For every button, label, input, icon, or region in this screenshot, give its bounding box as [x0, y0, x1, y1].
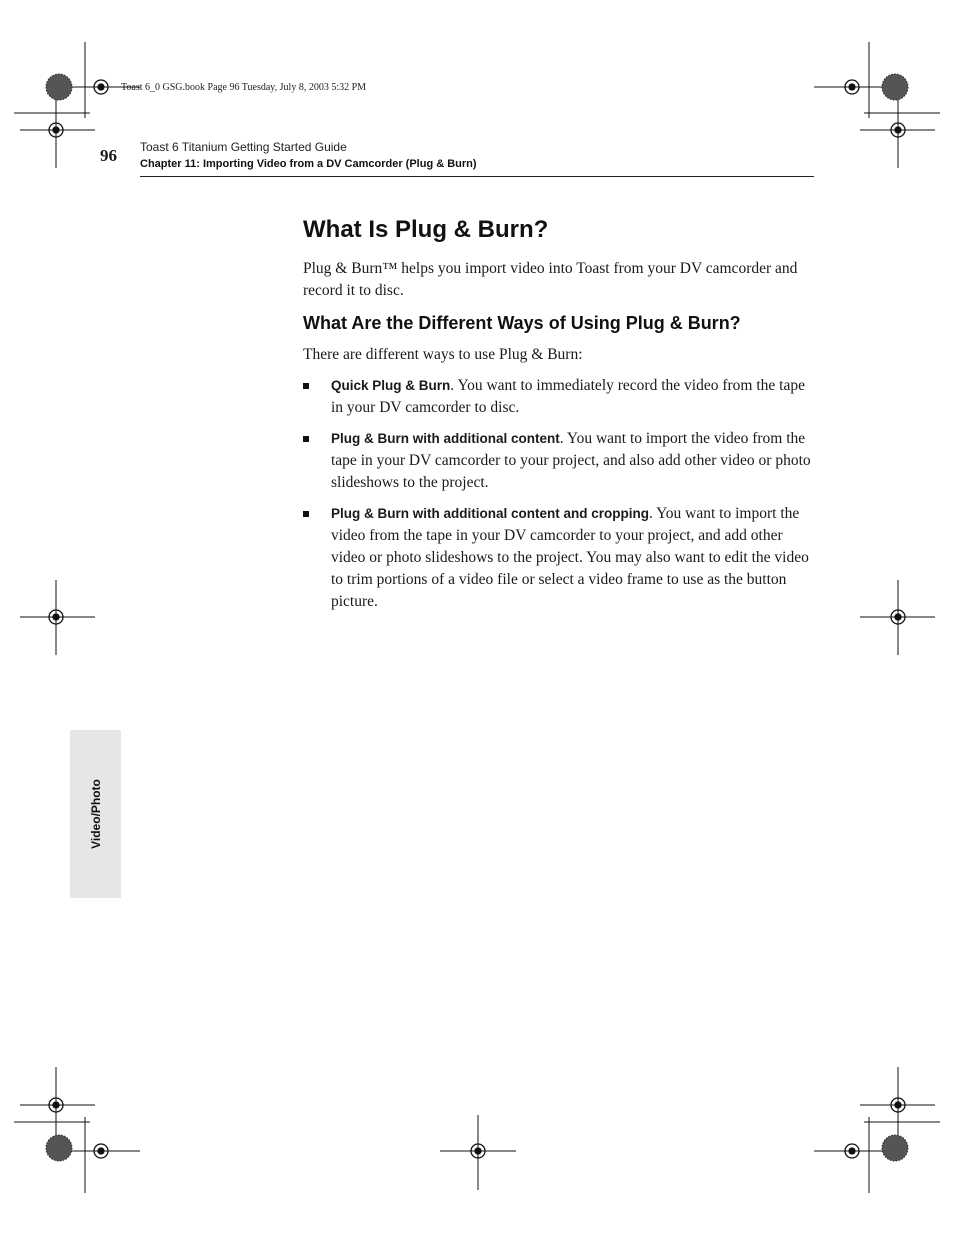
running-header-title: Toast 6 Titanium Getting Started Guide	[140, 140, 347, 154]
side-tab	[70, 730, 121, 898]
intro-paragraph: Plug & Burn™ helps you import video into Toast from your DV camcorder and record it to disc.	[303, 260, 798, 299]
list-item-term: Plug & Burn with additional content	[331, 431, 560, 446]
list-item-term: Quick Plug & Burn	[331, 378, 451, 393]
list-item-additional-content-cropping	[303, 503, 818, 613]
page-number: 96	[100, 146, 117, 165]
section-heading: What Is Plug & Burn?	[303, 216, 549, 243]
bullet-icon	[303, 511, 309, 517]
list-item-quick-plug-burn	[303, 375, 818, 419]
list-item-additional-content	[303, 428, 818, 494]
bullet-icon	[303, 436, 309, 442]
list-item-term: Plug & Burn with additional content and cropping	[331, 506, 649, 521]
book-slug: Toast 6_0 GSG.book Page 96 Tuesday, July 8, 2003 5:32 PM	[121, 82, 367, 93]
bullet-icon	[303, 383, 309, 389]
header-rule	[140, 176, 814, 177]
side-tab-label: Video/Photo	[88, 779, 103, 849]
list-item-text: . You want to immediately record the video from the tape in your DV camcorder to disc.	[331, 377, 805, 416]
subsection-heading: What Are the Different Ways of Using Plug & Burn?	[303, 313, 741, 333]
running-header-chapter: Chapter 11: Importing Video from a DV Camcorder (Plug & Burn)	[140, 158, 477, 170]
ways-list	[303, 375, 818, 622]
list-item-text: . You want to import the video from the tape in your DV camcorder to your project, and add other video or photo slideshows to the project. You may also want to edit the video to trim portions of a video file or select a video frame to use as the button picture.	[331, 505, 809, 610]
list-item-text: . You want to import the video from the tape in your DV camcorder to your project, and also add other video or photo slideshows to the project.	[331, 430, 811, 491]
lead-paragraph: There are different ways to use Plug & Burn:	[303, 346, 583, 363]
